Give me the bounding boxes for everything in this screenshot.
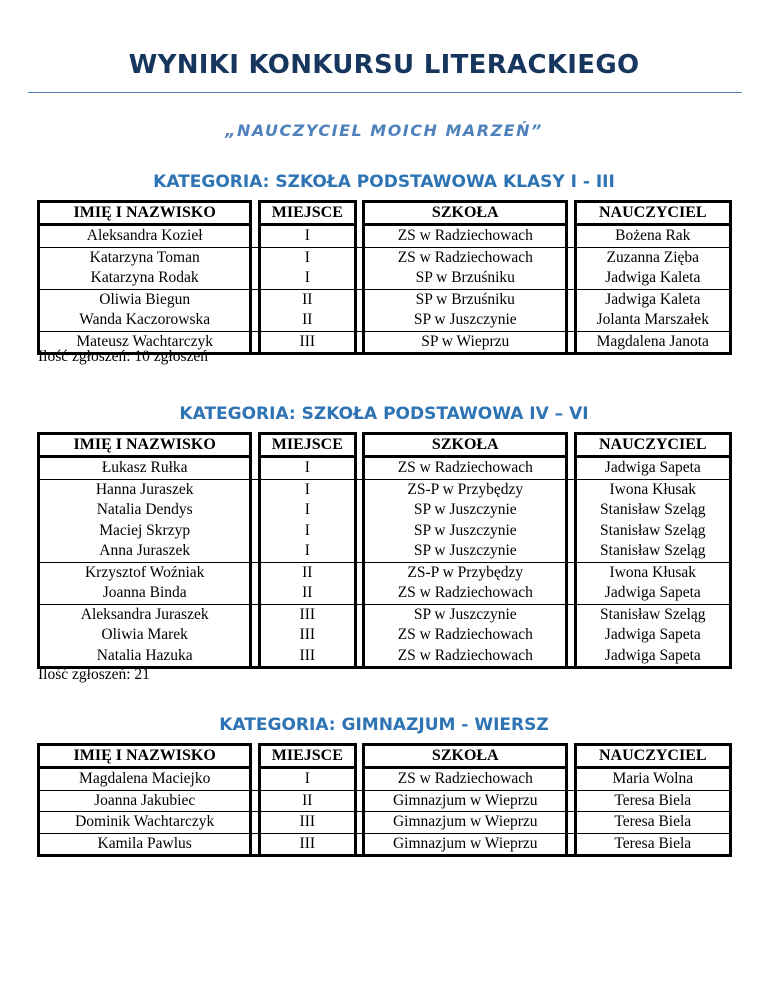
column-gap — [567, 768, 575, 791]
column-header-teacher: NAUCZYCIEL — [575, 434, 730, 457]
column-gap — [567, 812, 575, 834]
column-header-teacher: NAUCZYCIEL — [575, 745, 730, 768]
participant-name-cell: Aleksandra Juraszek — [39, 604, 251, 625]
table-row — [39, 457, 731, 480]
teacher-cell: Jadwiga Sapeta — [575, 457, 730, 480]
entries-count: Ilość zgłoszeń: 21 — [38, 666, 150, 683]
column-header-place: MIEJSCE — [259, 434, 355, 457]
table-header-row — [39, 745, 731, 768]
column-gap — [251, 833, 259, 856]
column-gap — [355, 225, 363, 248]
place-cell: II — [259, 583, 355, 604]
table-row — [39, 768, 731, 791]
participant-name-cell: Joanna Jakubiec — [39, 790, 251, 812]
column-gap — [251, 768, 259, 791]
column-gap — [355, 331, 363, 354]
column-gap — [251, 604, 259, 625]
column-gap — [251, 310, 259, 331]
column-gap — [251, 289, 259, 310]
participant-name-cell: Mateusz Wachtarczyk — [39, 331, 251, 354]
column-gap — [355, 434, 363, 457]
column-gap — [251, 457, 259, 480]
column-gap — [355, 479, 363, 500]
participant-name-cell: Natalia Hazuka — [39, 646, 251, 668]
column-gap — [567, 202, 575, 225]
place-cell: III — [259, 646, 355, 668]
title-divider — [28, 92, 742, 93]
column-header-name: IMIĘ I NAZWISKO — [39, 434, 251, 457]
category-heading: KATEGORIA: GIMNAZJUM - WIERSZ — [219, 715, 549, 735]
table-row — [39, 247, 731, 268]
column-header-school: SZKOŁA — [364, 745, 567, 768]
column-gap — [567, 500, 575, 521]
column-gap — [355, 202, 363, 225]
teacher-cell: Jadwiga Sapeta — [575, 646, 730, 668]
column-gap — [355, 625, 363, 646]
column-gap — [567, 457, 575, 480]
teacher-cell: Teresa Biela — [575, 833, 730, 856]
column-gap — [567, 583, 575, 604]
column-gap — [355, 604, 363, 625]
place-cell: II — [259, 310, 355, 331]
school-cell: SP w Juszczynie — [364, 310, 567, 331]
column-gap — [355, 562, 363, 583]
column-gap — [567, 562, 575, 583]
column-gap — [251, 790, 259, 812]
school-cell: SP w Juszczynie — [364, 604, 567, 625]
column-gap — [251, 331, 259, 354]
school-cell: SP w Juszczynie — [364, 541, 567, 562]
school-cell: ZS w Radziechowach — [364, 225, 567, 248]
column-header-name: IMIĘ I NAZWISKO — [39, 202, 251, 225]
school-cell: SP w Juszczynie — [364, 500, 567, 521]
column-gap — [251, 434, 259, 457]
school-cell: ZS w Radziechowach — [364, 768, 567, 791]
teacher-cell: Teresa Biela — [575, 790, 730, 812]
place-cell: III — [259, 625, 355, 646]
teacher-cell: Jadwiga Kaleta — [575, 289, 730, 310]
school-cell: SP w Juszczynie — [364, 521, 567, 542]
participant-name-cell: Wanda Kaczorowska — [39, 310, 251, 331]
school-cell: SP w Wieprzu — [364, 331, 567, 354]
column-gap — [251, 583, 259, 604]
page-title: WYNIKI KONKURSU LITERACKIEGO — [128, 50, 640, 80]
column-gap — [251, 541, 259, 562]
column-gap — [355, 790, 363, 812]
teacher-cell: Stanisław Szeląg — [575, 500, 730, 521]
place-cell: I — [259, 521, 355, 542]
table-row — [39, 562, 731, 583]
column-gap — [251, 500, 259, 521]
school-cell: ZS w Radziechowach — [364, 247, 567, 268]
column-gap — [355, 310, 363, 331]
column-gap — [355, 646, 363, 668]
table-row — [39, 604, 731, 625]
column-gap — [355, 745, 363, 768]
column-gap — [251, 225, 259, 248]
participant-name-cell: Kamila Pawlus — [39, 833, 251, 856]
table-row — [39, 500, 731, 521]
participant-name-cell: Dominik Wachtarczyk — [39, 812, 251, 834]
table-header-row — [39, 434, 731, 457]
table-row — [39, 289, 731, 310]
participant-name-cell: Natalia Dendys — [39, 500, 251, 521]
teacher-cell: Jadwiga Kaleta — [575, 268, 730, 289]
column-gap — [567, 289, 575, 310]
school-cell: ZS w Radziechowach — [364, 625, 567, 646]
column-gap — [567, 541, 575, 562]
table-row — [39, 268, 731, 289]
table-row — [39, 541, 731, 562]
table-row — [39, 790, 731, 812]
teacher-cell: Stanisław Szeląg — [575, 541, 730, 562]
column-gap — [567, 745, 575, 768]
column-gap — [251, 479, 259, 500]
column-header-place: MIEJSCE — [259, 202, 355, 225]
participant-name-cell: Anna Juraszek — [39, 541, 251, 562]
column-gap — [355, 833, 363, 856]
column-gap — [355, 521, 363, 542]
column-gap — [567, 604, 575, 625]
column-gap — [251, 625, 259, 646]
participant-name-cell: Łukasz Rułka — [39, 457, 251, 480]
participant-name-cell: Hanna Juraszek — [39, 479, 251, 500]
results-table — [37, 200, 732, 355]
column-gap — [567, 833, 575, 856]
column-gap — [355, 541, 363, 562]
category-heading: KATEGORIA: SZKOŁA PODSTAWOWA IV – VI — [179, 404, 589, 424]
column-gap — [355, 812, 363, 834]
place-cell: III — [259, 604, 355, 625]
participant-name-cell: Oliwia Biegun — [39, 289, 251, 310]
place-cell: II — [259, 289, 355, 310]
column-header-school: SZKOŁA — [364, 202, 567, 225]
column-header-school: SZKOŁA — [364, 434, 567, 457]
column-gap — [251, 812, 259, 834]
column-gap — [567, 247, 575, 268]
column-header-place: MIEJSCE — [259, 745, 355, 768]
teacher-cell: Zuzanna Zięba — [575, 247, 730, 268]
column-gap — [567, 434, 575, 457]
school-cell: SP w Brzuśniku — [364, 268, 567, 289]
table-row — [39, 479, 731, 500]
teacher-cell: Jadwiga Sapeta — [575, 625, 730, 646]
place-cell: III — [259, 833, 355, 856]
teacher-cell: Maria Wolna — [575, 768, 730, 791]
place-cell: I — [259, 479, 355, 500]
results-table — [37, 743, 732, 857]
place-cell: I — [259, 768, 355, 791]
column-gap — [355, 768, 363, 791]
column-gap — [355, 500, 363, 521]
table-row — [39, 583, 731, 604]
teacher-cell: Bożena Rak — [575, 225, 730, 248]
school-cell: SP w Brzuśniku — [364, 289, 567, 310]
column-gap — [251, 247, 259, 268]
teacher-cell: Iwona Kłusak — [575, 479, 730, 500]
table-row — [39, 310, 731, 331]
place-cell: II — [259, 562, 355, 583]
column-gap — [567, 625, 575, 646]
column-gap — [567, 790, 575, 812]
contest-subtitle: „NAUCZYCIEL MOICH MARZEŃ” — [225, 121, 543, 140]
place-cell: III — [259, 812, 355, 834]
table-row — [39, 646, 731, 668]
participant-name-cell: Oliwia Marek — [39, 625, 251, 646]
participant-name-cell: Aleksandra Kozieł — [39, 225, 251, 248]
column-gap — [567, 331, 575, 354]
column-gap — [251, 562, 259, 583]
table-header-row — [39, 202, 731, 225]
table-row — [39, 225, 731, 248]
school-cell: ZS-P w Przybędzy — [364, 479, 567, 500]
teacher-cell: Jolanta Marszałek — [575, 310, 730, 331]
column-gap — [251, 202, 259, 225]
column-gap — [567, 268, 575, 289]
participant-name-cell: Katarzyna Rodak — [39, 268, 251, 289]
school-cell: ZS w Radziechowach — [364, 646, 567, 668]
school-cell: Gimnazjum w Wieprzu — [364, 812, 567, 834]
table-row — [39, 521, 731, 542]
place-cell: I — [259, 541, 355, 562]
table-row — [39, 625, 731, 646]
place-cell: I — [259, 500, 355, 521]
column-gap — [567, 225, 575, 248]
teacher-cell: Magdalena Janota — [575, 331, 730, 354]
teacher-cell: Jadwiga Sapeta — [575, 583, 730, 604]
column-header-teacher: NAUCZYCIEL — [575, 202, 730, 225]
category-heading: KATEGORIA: SZKOŁA PODSTAWOWA KLASY I - III — [153, 172, 615, 192]
column-gap — [251, 268, 259, 289]
column-gap — [567, 310, 575, 331]
school-cell: ZS w Radziechowach — [364, 457, 567, 480]
teacher-cell: Iwona Kłusak — [575, 562, 730, 583]
place-cell: I — [259, 457, 355, 480]
table-row — [39, 812, 731, 834]
column-gap — [355, 268, 363, 289]
column-gap — [251, 745, 259, 768]
column-gap — [251, 646, 259, 668]
participant-name-cell: Krzysztof Woźniak — [39, 562, 251, 583]
participant-name-cell: Maciej Skrzyp — [39, 521, 251, 542]
participant-name-cell: Katarzyna Toman — [39, 247, 251, 268]
place-cell: II — [259, 790, 355, 812]
school-cell: Gimnazjum w Wieprzu — [364, 833, 567, 856]
place-cell: I — [259, 268, 355, 289]
table-row — [39, 833, 731, 856]
school-cell: Gimnazjum w Wieprzu — [364, 790, 567, 812]
column-gap — [355, 247, 363, 268]
place-cell: III — [259, 331, 355, 354]
place-cell: I — [259, 247, 355, 268]
teacher-cell: Stanisław Szeląg — [575, 521, 730, 542]
results-table — [37, 432, 732, 669]
participant-name-cell: Joanna Binda — [39, 583, 251, 604]
teacher-cell: Teresa Biela — [575, 812, 730, 834]
column-gap — [355, 289, 363, 310]
participant-name-cell: Magdalena Maciejko — [39, 768, 251, 791]
place-cell: I — [259, 225, 355, 248]
teacher-cell: Stanisław Szeląg — [575, 604, 730, 625]
column-header-name: IMIĘ I NAZWISKO — [39, 745, 251, 768]
school-cell: ZS w Radziechowach — [364, 583, 567, 604]
entries-count: Ilość zgłoszeń: 10 zgłoszeń — [38, 348, 209, 365]
column-gap — [251, 521, 259, 542]
column-gap — [355, 583, 363, 604]
school-cell: ZS-P w Przybędzy — [364, 562, 567, 583]
column-gap — [355, 457, 363, 480]
column-gap — [567, 646, 575, 668]
column-gap — [567, 479, 575, 500]
column-gap — [567, 521, 575, 542]
